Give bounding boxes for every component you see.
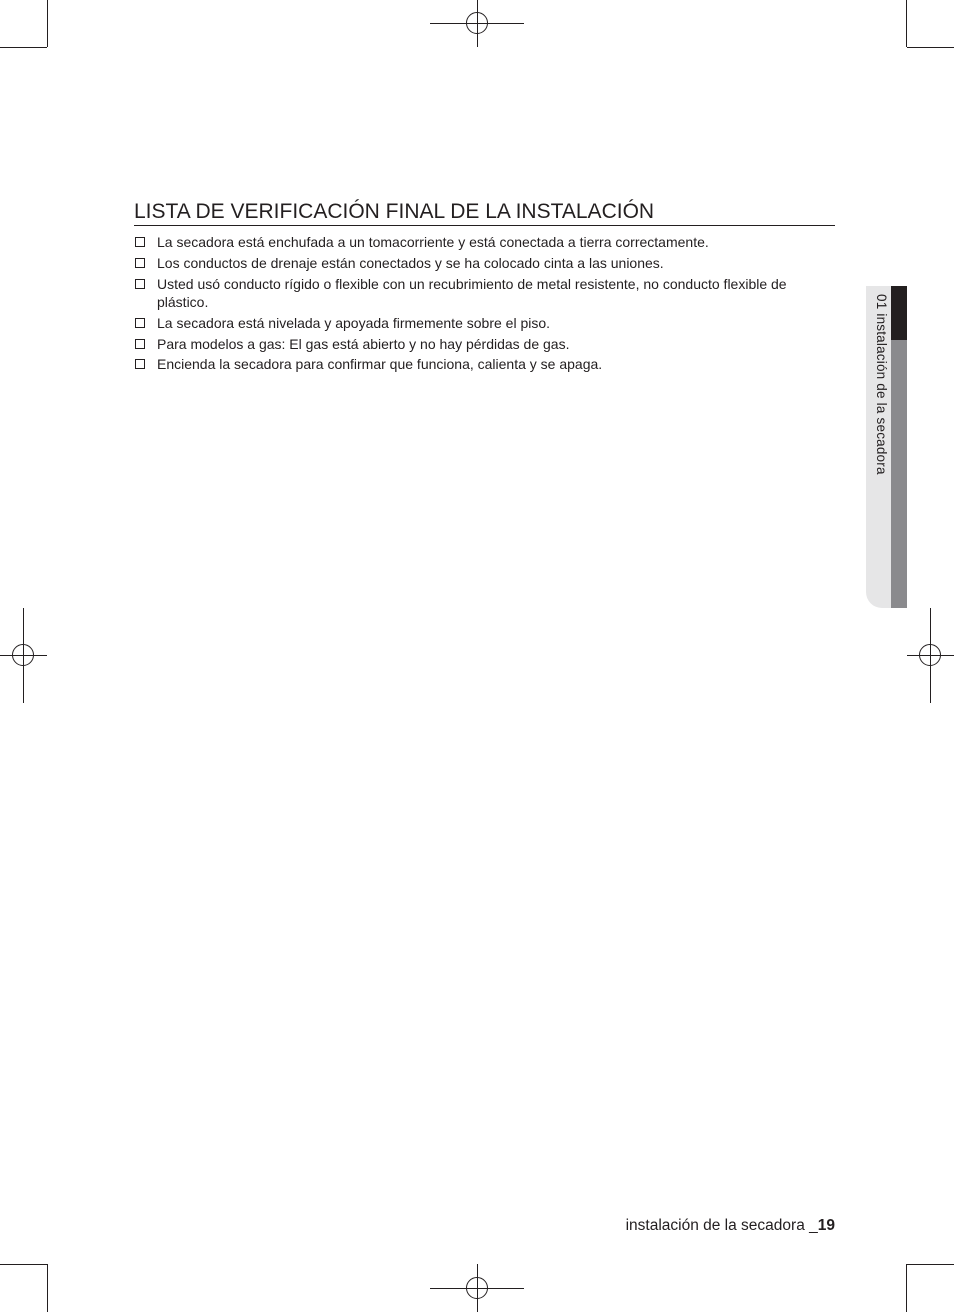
registration-circle xyxy=(12,644,34,666)
checklist-item-text: La secadora está enchufada a un tomacorriente y está conectada a tierra correctamente. xyxy=(157,234,709,250)
checkbox-icon xyxy=(135,339,145,349)
checklist-item xyxy=(134,275,835,312)
checklist-item-text: Encienda la secadora para confirmar que funciona, calienta y se apaga. xyxy=(157,356,603,373)
checklist-item-text: Los conductos de drenaje están conectados y se ha colocado cinta a las uniones. xyxy=(157,254,664,271)
checklist-item xyxy=(134,335,835,354)
checklist-item xyxy=(134,254,835,273)
chapter-tab-marker xyxy=(891,286,907,340)
registration-circle xyxy=(466,12,488,34)
checklist-item-text: La secadora está nivelada y apoyada firmemente sobre el piso. xyxy=(157,314,551,331)
footer-label: instalación de la secadora _ xyxy=(625,1217,818,1234)
page-footer xyxy=(626,1217,835,1235)
checkbox-icon xyxy=(135,258,145,268)
checkbox-icon xyxy=(135,279,145,289)
chapter-tab-label: 01 instalación de la secadora xyxy=(874,294,889,475)
checklist-item-text: Usted usó conducto rígido o flexible con un recubrimiento de metal resistente, no conducto flexible de plástico. xyxy=(157,275,787,311)
crop-mark xyxy=(907,47,954,48)
checklist-item xyxy=(134,314,835,333)
registration-circle xyxy=(919,644,941,666)
checkbox-icon xyxy=(135,359,145,369)
checklist-item-text: Para modelos a gas: El gas está abierto y no hay pérdidas de gas. xyxy=(157,335,570,352)
crop-mark xyxy=(47,1264,48,1312)
page-number: 19 xyxy=(817,1217,835,1234)
section-title: LISTA DE VERIFICACIÓN FINAL DE LA INSTALACIÓN xyxy=(134,200,655,223)
crop-mark xyxy=(906,0,907,47)
crop-mark xyxy=(907,1264,954,1265)
title-rule xyxy=(134,225,835,226)
crop-mark xyxy=(906,1264,907,1312)
registration-circle xyxy=(466,1277,488,1299)
checklist-item xyxy=(134,355,835,374)
chapter-tab-bar xyxy=(891,340,907,608)
checklist xyxy=(134,233,835,374)
checklist-section xyxy=(134,198,835,376)
checkbox-icon xyxy=(135,237,145,247)
crop-mark xyxy=(0,1264,47,1265)
crop-mark xyxy=(0,47,47,48)
crop-mark xyxy=(47,0,48,47)
checkbox-icon xyxy=(135,318,145,328)
checklist-item xyxy=(134,233,835,252)
